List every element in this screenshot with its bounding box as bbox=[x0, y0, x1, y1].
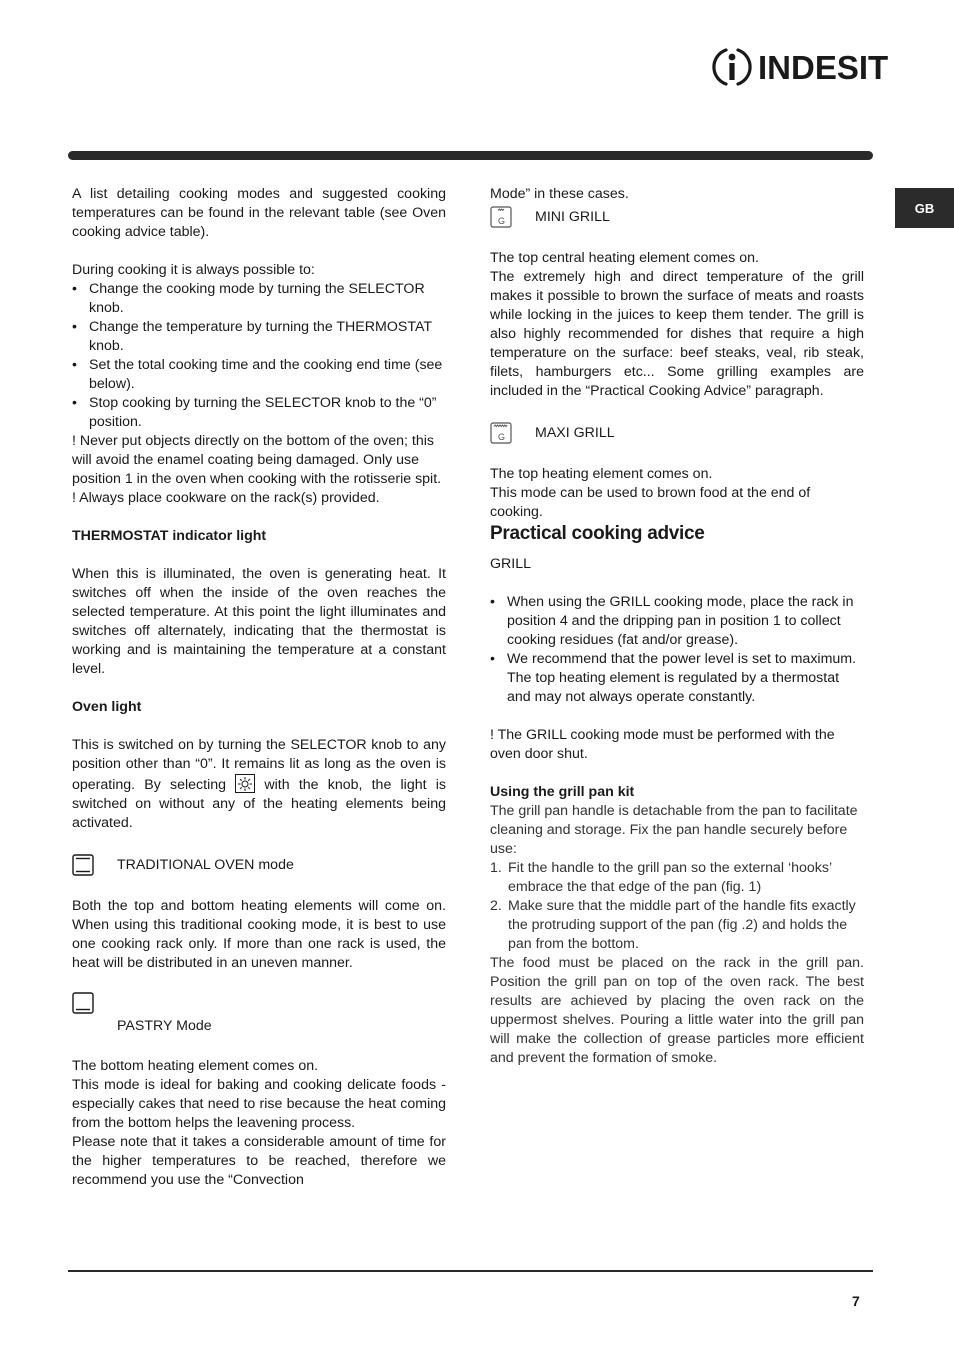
pastry-mode-icon bbox=[72, 992, 94, 1014]
pastry-text: Please note that it takes a considerable amount of time for the higher temperatures to be reached, therefore we recommend you use the “Convection bbox=[72, 1134, 446, 1188]
mini-grill-text: The extremely high and direct temperature of the grill makes it possible to brown the surface of meats and roasts while locking in the juices to keep them tender. The grill is also highly recommended for dishes that require a high temperature on the surface: beef steaks, veal, rib steak, filets, hamburgers etc... Some grilling examples are included in the “Practical Cooking Advice” paragraph. bbox=[490, 269, 864, 399]
traditional-text: Both the top and bottom heating elements will come on. When using this traditional cooking mode, it is best to use one cooking rack only. If more than one rack is used, the heat will be distributed in an uneven manner. bbox=[72, 898, 446, 971]
maxi-grill-text: The top heating element comes on. bbox=[490, 466, 713, 482]
thermostat-text: When this is illuminated, the oven is generating heat. It switches off when the inside of the oven reaches the selected temperature. At this point the light illuminates and switches off alternately, indicating that the thermostat is working and is maintaining the temperature at a constant level. bbox=[72, 566, 446, 677]
pastry-mode-label: PASTRY Mode bbox=[117, 1018, 212, 1034]
svg-text:G: G bbox=[498, 432, 506, 442]
oven-light-text: This is switched on by turning the SELECTOR knob to any position other than “0”. It remains lit as long as the oven is operating. By selecting with the knob, the light is switched on without any of the heating elements being activated. bbox=[72, 737, 446, 831]
maxi-grill-text: This mode can be used to brown food at the end of cooking. bbox=[490, 485, 811, 520]
maxi-grill-row bbox=[490, 420, 864, 446]
warning-paragraph: ! Always place cookware on the rack(s) provided. bbox=[72, 490, 380, 506]
page-number: 7 bbox=[852, 1293, 860, 1309]
intro-paragraph: A list detailing cooking modes and suggested cooking temperatures can be found in the relevant table (see Oven cooking advice table). bbox=[72, 186, 446, 240]
pastry-text: The bottom heating element comes on. bbox=[72, 1058, 319, 1074]
list-item: • Stop cooking by turning the SELECTOR knob to the “0” position. bbox=[72, 394, 446, 432]
kit-outro: The food must be placed on the rack in the grill pan. Position the grill pan on top of the oven rack. The best results are achieved by placing the oven rack on the uppermost shelves. Pouring a little water into the grill pan will make the collection of grease particles more efficient and prevent the formation of smoke. bbox=[490, 955, 864, 1066]
list-item: 1. Fit the handle to the grill pan so the external ‘hooks’ embrace the that edge of the pan (fig. 1) bbox=[490, 860, 832, 895]
during-intro: During cooking it is always possible to: bbox=[72, 262, 315, 278]
traditional-mode-label: TRADITIONAL OVEN mode bbox=[117, 856, 294, 873]
list-item: • Set the total cooking time and the cooking end time (see below). bbox=[72, 356, 446, 394]
grill-label: GRILL bbox=[490, 556, 532, 572]
maxi-grill-label: MAXI GRILL bbox=[535, 424, 615, 441]
traditional-mode-row bbox=[72, 852, 446, 878]
practical-heading: Practical cooking advice bbox=[490, 523, 705, 544]
pastry-text: This mode is ideal for baking and cooking delicate foods - especially cakes that need to rise because the heat coming from the bottom helps the leavening process. bbox=[72, 1077, 446, 1131]
kit-heading: Using the grill pan kit bbox=[490, 784, 635, 800]
warning-paragraph: ! Never put objects directly on the bottom of the oven; this will avoid the enamel coating being damaged. Only use position 1 in the oven when cooking with the rotisserie spit. bbox=[72, 433, 442, 487]
left-column bbox=[72, 185, 446, 1190]
brand-name: INDESIT bbox=[758, 48, 889, 86]
pastry-mode-row bbox=[72, 992, 446, 1038]
right-column bbox=[490, 185, 864, 1068]
mini-grill-text: The top central heating element comes on. bbox=[490, 250, 759, 266]
kit-intro: The grill pan handle is detachable from the pan to facilitate cleaning and storage. Fix the pan handle securely before use: bbox=[490, 803, 858, 857]
list-item: • When using the GRILL cooking mode, place the rack in position 4 and the dripping pan in position 1 to collect cooking residues (fat and/or grease). bbox=[490, 593, 864, 650]
footer-rule bbox=[68, 1270, 873, 1272]
oven-light-icon bbox=[235, 774, 255, 793]
language-tab: GB bbox=[895, 188, 954, 228]
thermostat-heading: THERMOSTAT indicator light bbox=[72, 528, 267, 544]
mini-grill-icon bbox=[490, 206, 512, 228]
traditional-oven-icon bbox=[72, 854, 94, 876]
list-item: 2. Make sure that the middle part of the handle fits exactly the protruding support of the pan (fig .2) and holds the pan from the bottom. bbox=[490, 898, 856, 952]
list-item: • Change the cooking mode by turning the SELECTOR knob. bbox=[72, 280, 446, 318]
svg-text:G: G bbox=[498, 216, 506, 226]
mini-grill-row bbox=[490, 204, 864, 230]
oven-light-heading: Oven light bbox=[72, 699, 142, 715]
grill-warning: ! The GRILL cooking mode must be performed with the oven door shut. bbox=[490, 727, 835, 762]
mini-grill-label: MINI GRILL bbox=[535, 208, 610, 225]
list-item: • We recommend that the power level is set to maximum. The top heating element is regulated by a thermostat and may not always operate constantly. bbox=[490, 650, 864, 707]
header-rule bbox=[68, 151, 873, 160]
continuation-text: Mode” in these cases. bbox=[490, 186, 629, 202]
indesit-logo-icon bbox=[712, 46, 752, 88]
indesit-logo bbox=[712, 46, 888, 88]
maxi-grill-icon bbox=[490, 422, 512, 444]
list-item: • Change the temperature by turning the THERMOSTAT knob. bbox=[72, 318, 446, 356]
